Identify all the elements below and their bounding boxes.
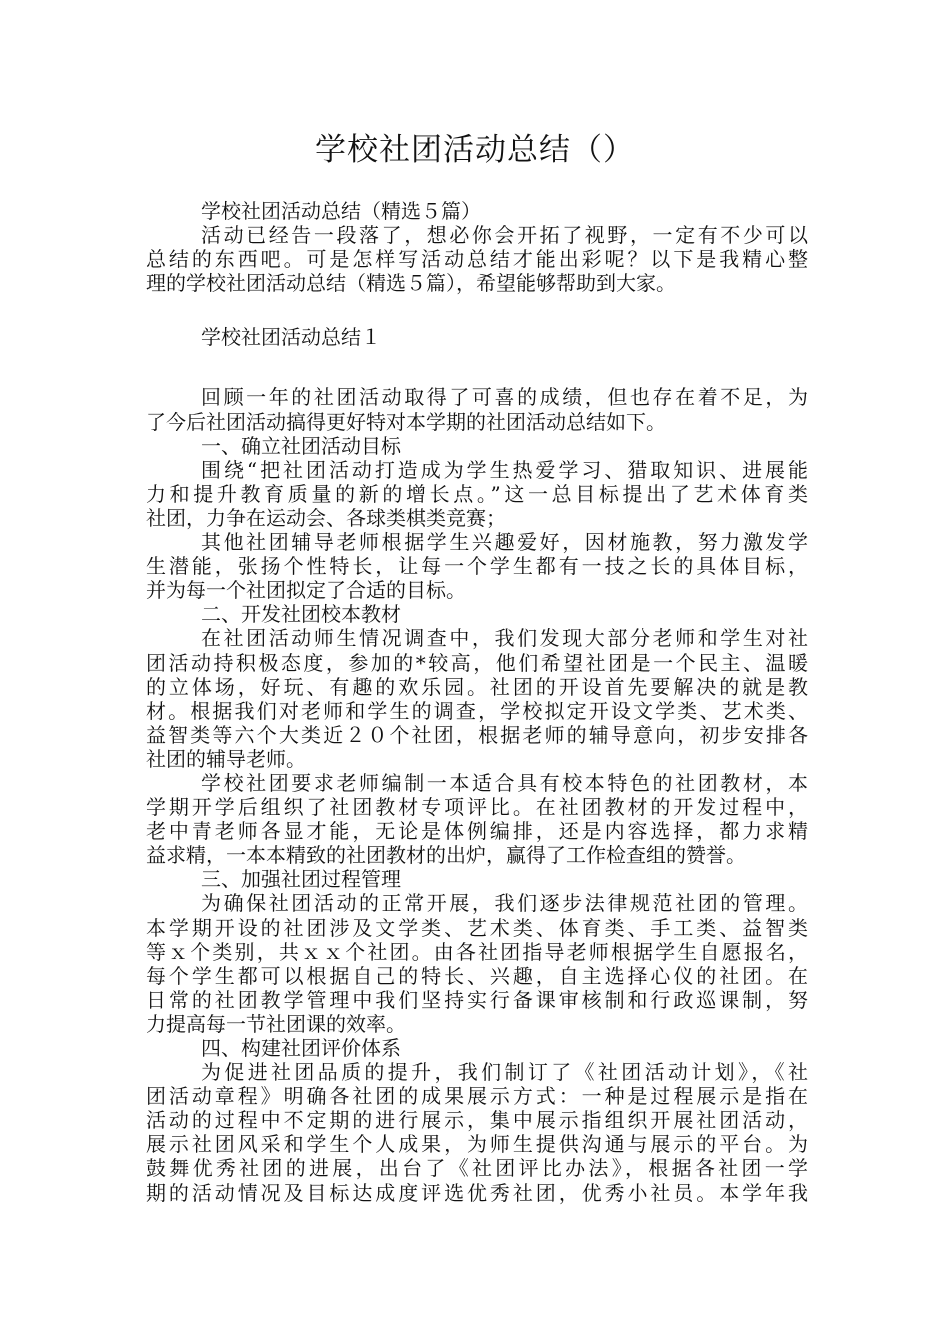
paragraph-line: 社团的辅导老师。 <box>146 746 306 771</box>
paragraph-line: 益求精，一本本精致的社团教材的出炉，赢得了工作检查组的赞誉。 <box>146 843 746 868</box>
paragraph-line: 在社团活动师生情况调查中，我们发现大部分老师和学生对社 <box>201 626 808 651</box>
spacer <box>146 295 808 325</box>
paragraph-line: 为促进社团品质的提升，我们制订了《社团活动计划》，《社 <box>201 1060 808 1085</box>
document-body <box>146 199 808 1205</box>
section-title: 学校社团活动总结１ <box>201 325 381 350</box>
paragraph-line: 活动已经告一段落了，想必你会开拓了视野，一定有不少可以 <box>201 223 808 248</box>
paragraph-line: 材。根据我们对老师和学生的调查，学校拟定开设文学类、艺术类、 <box>146 698 808 723</box>
paragraph-line: 了今后社团活动搞得更好特对本学期的社团活动总结如下。 <box>146 409 666 434</box>
paragraph-line: 益智类等六个大类近２０个社团，根据老师的辅导意向，初步安排各 <box>146 722 808 747</box>
paragraph-line: 鼓舞优秀社团的进展，出台了《社团评比办法》，根据各社团一学 <box>146 1156 808 1181</box>
paragraph-line: 理的学校社团活动总结（精选５篇），希望能够帮助到大家。 <box>146 271 676 296</box>
paragraph-line: 活动的过程中不定期的进行展示，集中展示指组织开展社团活动， <box>146 1108 808 1133</box>
paragraph-line: 的立体场，好玩、有趣的欢乐园。社团的开设首先要解决的就是教 <box>146 674 808 699</box>
paragraph-line: 社团，力争在运动会、各球类棋类竞赛； <box>146 505 506 530</box>
paragraph-line: 本学期开设的社团涉及文学类、艺术类、体育类、手工类、益智类 <box>146 915 808 940</box>
paragraph-line: 力和提升教育质量的新的增长点。”这一总目标提出了艺术体育类 <box>146 481 808 506</box>
paragraph-line: 团活动持积极态度，参加的*较高，他们希望社团是一个民主、温暖 <box>146 650 808 675</box>
paragraph-line: 生潜能，张扬个性特长，让每一个学生都有一技之长的具体目标， <box>146 554 808 579</box>
paragraph-line: 学校社团要求老师编制一本适合具有校本特色的社团教材，本 <box>201 770 808 795</box>
paragraph-line: 回顾一年的社团活动取得了可喜的成绩，但也存在着不足，为 <box>201 385 808 410</box>
paragraph-line: 学期开学后组织了社团教材专项评比。在社团教材的开发过程中， <box>146 795 808 820</box>
paragraph-line: 团活动章程》明确各社团的成果展示方式：一种是过程展示是指在 <box>146 1084 808 1109</box>
section-heading: 一、确立社团活动目标 <box>201 433 401 458</box>
section-heading: 二、开发社团校本教材 <box>201 602 401 627</box>
paragraph-line: 期的活动情况及目标达成度评选优秀社团，优秀小社员。本学年我 <box>146 1180 808 1205</box>
spacer <box>146 349 808 385</box>
section-heading: 三、加强社团过程管理 <box>201 867 401 892</box>
intro-heading: 学校社团活动总结（精选５篇） <box>201 199 481 223</box>
paragraph-line: 总结的东西吧。可是怎样写活动总结才能出彩呢？以下是我精心整 <box>146 247 808 272</box>
document-title: 学校社团活动总结（） <box>315 132 635 168</box>
paragraph-line: 并为每一个社团拟定了合适的目标。 <box>146 578 466 603</box>
paragraph-line: 围绕“把社团活动打造成为学生热爱学习、猎取知识、进展能 <box>201 457 808 482</box>
paragraph-line: 为确保社团活动的正常开展，我们逐步法律规范社团的管理。 <box>201 891 808 916</box>
paragraph-line: 其他社团辅导老师根据学生兴趣爱好，因材施教，努力激发学 <box>201 530 808 555</box>
paragraph-line: 展示社团风采和学生个人成果，为师生提供沟通与展示的平台。为 <box>146 1132 808 1157</box>
paragraph-line: 力提高每一节社团课的效率。 <box>146 1011 406 1036</box>
section-heading: 四、构建社团评价体系 <box>201 1036 401 1060</box>
paragraph-line: 每个学生都可以根据自己的特长、兴趣，自主选择心仪的社团。在 <box>146 963 808 988</box>
paragraph-line: 老中青老师各显才能，无论是体例编排，还是内容选择，都力求精 <box>146 819 808 844</box>
paragraph-line: 日常的社团教学管理中我们坚持实行备课审核制和行政巡课制，努 <box>146 987 808 1012</box>
paragraph-line: 等ｘ个类别，共ｘｘ个社团。由各社团指导老师根据学生自愿报名， <box>146 939 808 964</box>
